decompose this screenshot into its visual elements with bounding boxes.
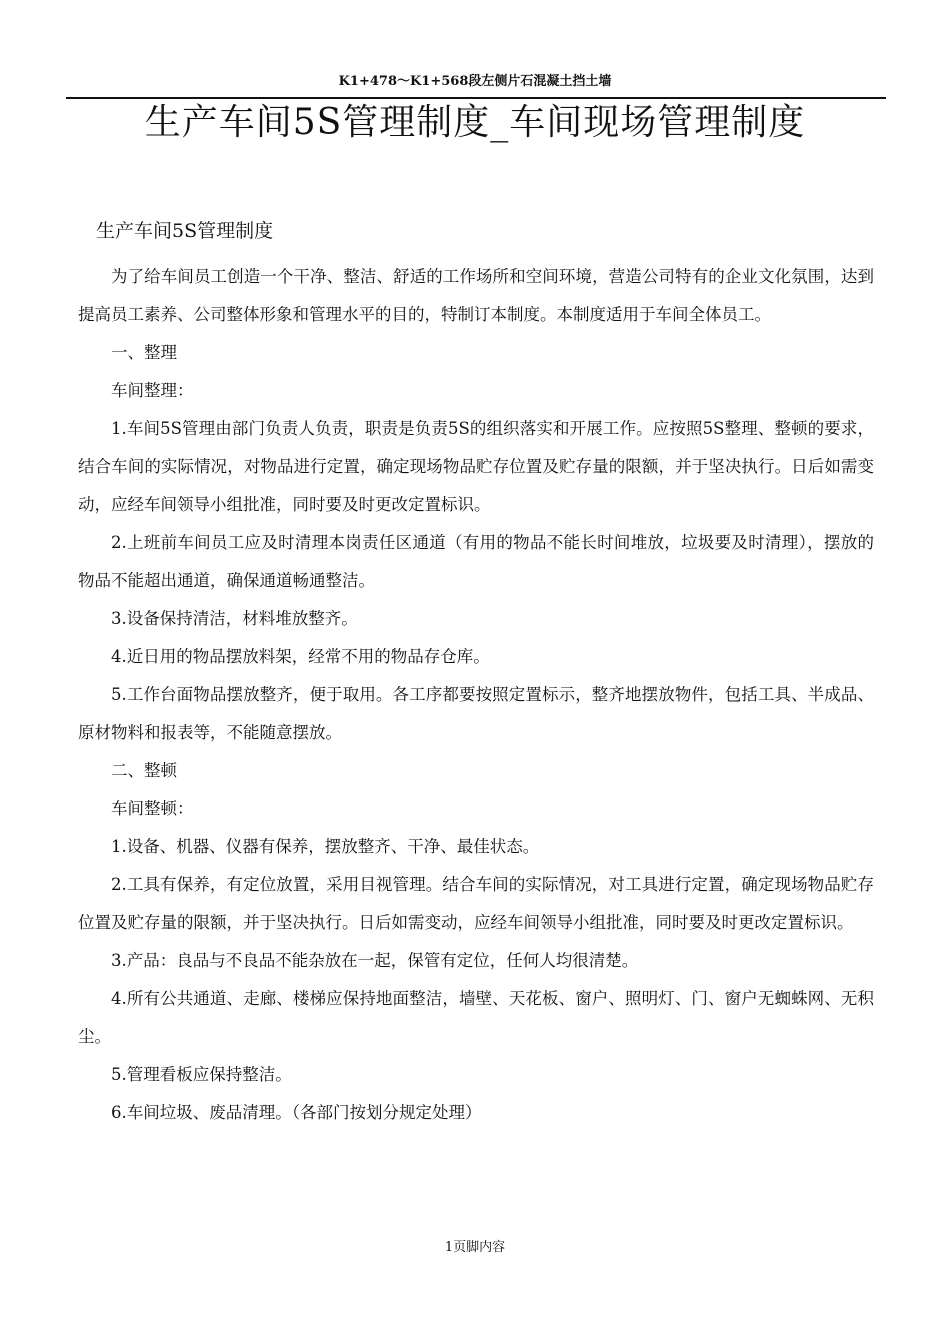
document-body <box>78 258 874 1132</box>
rectify-item-2: 2.工具有保养，有定位放置，采用目视管理。结合车间的实际情况，对工具进行定置，确定现场物品贮存位置及贮存量的限额，并于坚决执行。日后如需变动，应经车间领导小组批准，同时要及时更改定置标识。 <box>78 875 874 932</box>
document-title: 生产车间5S管理制度_车间现场管理制度 <box>144 102 806 143</box>
intro-paragraph: 为了给车间员工创造一个干净、整洁、舒适的工作场所和空间环境，营造公司特有的企业文化氛围，达到提高员工素养、公司整体形象和管理水平的目的，特制订本制度。本制度适用于车间全体员工。 <box>78 267 874 324</box>
organize-item-3: 3.设备保持清洁，材料堆放整齐。 <box>111 609 358 628</box>
subheading-workshop-rectify: 车间整顿： <box>111 799 194 818</box>
section-subtitle: 生产车间5S管理制度 <box>96 220 274 242</box>
section-heading-rectify: 二、整顿 <box>111 761 177 780</box>
organize-item-1: 1.车间5S管理由部门负责人负责，职责是负责5S的组织落实和开展工作。应按照5S整理、整顿的要求，结合车间的实际情况，对物品进行定置，确定现场物品贮存位置及贮存量的限额，并于坚决执行。日后如需变动，应经车间领导小组批准，同时要及时更改定置标识。 <box>78 419 874 514</box>
organize-item-4: 4.近日用的物品摆放料架，经常不用的物品存仓库。 <box>111 647 490 666</box>
rectify-item-3: 3.产品：良品与不良品不能杂放在一起，保管有定位，任何人均很清楚。 <box>111 951 639 970</box>
rectify-item-1: 1.设备、机器、仪器有保养，摆放整齐、干净、最佳状态。 <box>111 837 540 856</box>
page-footer: 1页脚内容 <box>444 1240 506 1255</box>
rectify-item-6: 6.车间垃圾、废品清理。（各部门按划分规定处理） <box>111 1103 482 1122</box>
section-heading-organize: 一、整理 <box>111 343 177 362</box>
rectify-item-4: 4.所有公共通道、走廊、楼梯应保持地面整洁，墙壁、天花板、窗户、照明灯、门、窗户无蜘蛛网、无积尘。 <box>78 989 874 1046</box>
organize-item-2: 2.上班前车间员工应及时清理本岗责任区通道（有用的物品不能长时间堆放，垃圾要及时清理），摆放的物品不能超出通道，确保通道畅通整洁。 <box>78 533 874 590</box>
page-header: K1+478～K1+568段左侧片石混凝土挡土墙 <box>338 74 612 89</box>
organize-item-5: 5.工作台面物品摆放整齐，便于取用。各工序都要按照定置标示，整齐地摆放物件，包括工具、半成品、原材物料和报表等，不能随意摆放。 <box>78 685 874 742</box>
subheading-workshop-organize: 车间整理： <box>111 381 194 400</box>
rectify-item-5: 5.管理看板应保持整洁。 <box>111 1065 292 1084</box>
